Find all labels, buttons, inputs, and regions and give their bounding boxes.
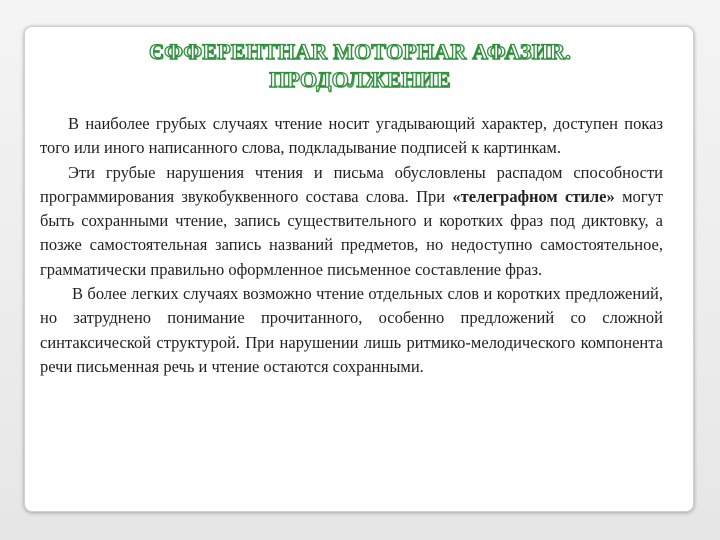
slide-title-line2: ПРОДОЛЖЕНИЕ: [269, 67, 451, 92]
slide-title-line1: ЄФФЕРЕНТНАR МОТОРНАR АФАЗИR.: [149, 39, 571, 64]
paragraph-2: [40, 161, 663, 282]
slide-title: [40, 38, 680, 94]
paragraph-2-bold-term: «телеграфном стиле»: [452, 186, 615, 206]
paragraph-1: В наиболее грубых случаях чтение носит угадывающий характер, доступен показ того или иного написанного слова, подкладывание подписей к картинкам.: [40, 114, 663, 158]
paragraph-3: В более легких случаях возможно чтение отдельных слов и коротких предложений, но затруднено понимание прочитанного, особенно предложений со сложной синтаксической структурой. При нарушении лишь ритмико-мелодического компонента речи письменная речь и чтение остаются сохранными.: [40, 284, 663, 376]
paragraph-2-text-start: Эти грубые нарушения чтения и письма обусловлены распадом способности программирования звукобуквенного состава слова. При: [40, 162, 663, 206]
slide-body: [40, 112, 663, 379]
paragraph-2-text-end: могут быть сохранными чтение, запись существительного и коротких фраз под диктовку, а позже самостоятельная запись названий предметов, но недоступно самостоятельное, грамматически правильно оформленное письменное составление фраз.: [40, 186, 664, 279]
